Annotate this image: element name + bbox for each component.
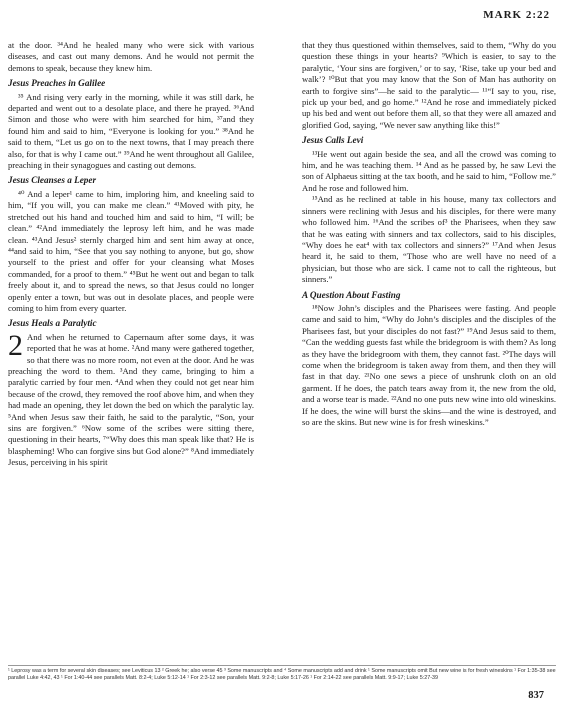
paragraph: And when he returned to Capernaum after some days, it was reported that he was at home. ²And many were gathered together, so that there was no more room, not even at the door. And he was preaching the word to them. ³And they came, bringing to him a paralytic carried by four men. ⁴And when they could not get near him because of the crowd, they removed the roof above him, and when they had made an opening, they let down the bed on which the paralytic lay. ⁵And when Jesus saw their faith, he said to the paralytic, “Son, your sins are forgiven.” ⁶Now some of the scribes were sitting there, questioning in their hearts, ⁷“Why does this man speak like that? He is blaspheming! Who can forgive sins but God alone?” ⁸And immediately Jesus, perceiving in his spirit	[8, 331, 254, 468]
paragraph: ⁴⁰ And a leper¹ came to him, imploring him, and kneeling said to him, “If you will, you can make me clean.” ⁴¹Moved with pity, he stretched out his hand and touched him and said to him, “I will; be clean.” ⁴²And immediately the leprosy left him, and he was made clean. ⁴³And Jesus² sternly charged him and sent him away at once, ⁴⁴and said to him, “See that you say nothing to anyone, but go, show yourself to the priest and offer for your cleansing what Moses commanded, for a proof to them.” ⁴⁵But he went out and began to talk freely about it, and to spread the news, so that Jesus could no longer openly enter a town, but was out in desolate places, and people were coming to him from every quarter.	[8, 188, 254, 313]
paragraph: ¹⁵And as he reclined at table in his house, many tax collectors and sinners were reclining with Jesus and his disciples, for there were many who followed him. ¹⁶And the scribes of³ the Pharisees, when they saw that he was eating with sinners and tax collectors, said to his disciples, “Why does he eat⁴ with tax collectors and sinners?” ¹⁷And when Jesus heard it, he said to them, “Those who are well have no need of a physician, but those who are sick. I came not to call the righteous, but sinners.”	[302, 194, 556, 285]
page-number: 837	[528, 690, 544, 701]
paragraph: at the door. ³⁴And he healed many who were sick with various diseases, and cast out many demons. And he would not permit the demons to speak, because they knew him.	[8, 40, 254, 73]
footnotes: ¹ Leprosy was a term for several skin diseases; see Leviticus 13 ² Greek he; also verse 45 ³ Some manuscripts and ⁴ Some manuscripts add and drink ¹ Some manuscripts omit But new wine is for fresh wineskins ¹ For 1:35-38 see parallel Luke 4:42, 43 ¹ For 1:40-44 see parallels Matt. 8:2-4; Luke 5:12-14 ¹ For 2:3-12 see parallels Matt. 9:2-8; Luke 5:17-26 ¹ For 2:14-22 see parallels Matt. 9:9-17; Luke 5:27-39	[8, 665, 556, 682]
paragraph: that they thus questioned within themselves, said to them, “Why do you question these things in your hearts? ⁹Which is easier, to say to the paralytic, ‘Your sins are forgiven,’ or to say, ‘Rise, take up your bed and walk’? ¹⁰But that you may know that the Son of Man has authority on earth to forgive sins”—he said to the paralytic— ¹¹“I say to you, rise, pick up your bed, and go home.” ¹²And he rose and immediately picked up his bed and went out before them all, so that they were all amazed and glorified God, saying, “We never saw anything like this!”	[302, 40, 556, 130]
chapter-number: 2	[8, 328, 23, 362]
section-heading: Jesus Preaches in Galilee	[8, 78, 106, 89]
section-heading: Jesus Calls Levi	[302, 135, 364, 146]
paragraph: ¹⁸Now John’s disciples and the Pharisees were fasting. And people came and said to him, “Why do John’s disciples and the disciples of the Pharisees fast, but your disciples do not fast?” ¹⁹And Jesus said to them, “Can the wedding guests fast while the bridegroom is with them? As long as they have the bridegroom with them, they cannot fast. ²⁰The days will come when the bridegroom is taken away from them, and then they will fast in that day. ²¹No one sews a piece of unshrunk cloth on an old garment. If he does, the patch tears away from it, the new from the old, and a worse tear is made. ²²And no one puts new wine into old wineskins. If he does, the wine will burst the skins—and the wine is destroyed, and so are the skins. But new wine is for fresh wineskins.”	[302, 302, 556, 427]
right-column	[302, 40, 556, 428]
running-head: MARK 2:22	[483, 9, 550, 21]
left-column	[8, 40, 254, 469]
section-heading: Jesus Heals a Paralytic	[8, 318, 97, 329]
paragraph: ³⁵ And rising very early in the morning, while it was still dark, he departed and went out to a desolate place, and there he prayed. ³⁶And Simon and those who were with him searched for him, ³⁷and they found him and said to him, “Everyone is looking for you.” ³⁸And he said to them, “Let us go on to the next towns, that I may preach there also, for that is why I came out.” ³⁹And he went throughout all Galilee, preaching in their synagogues and casting out demons.	[8, 91, 254, 171]
paragraph: ¹³He went out again beside the sea, and all the crowd was coming to him, and he was teaching them. ¹⁴ And as he passed by, he saw Levi the son of Alphaeus sitting at the tax booth, and he said to him, “Follow me.” And he rose and followed him.	[302, 148, 556, 193]
section-heading: A Question About Fasting	[302, 289, 401, 300]
section-heading: Jesus Cleanses a Leper	[8, 175, 97, 186]
